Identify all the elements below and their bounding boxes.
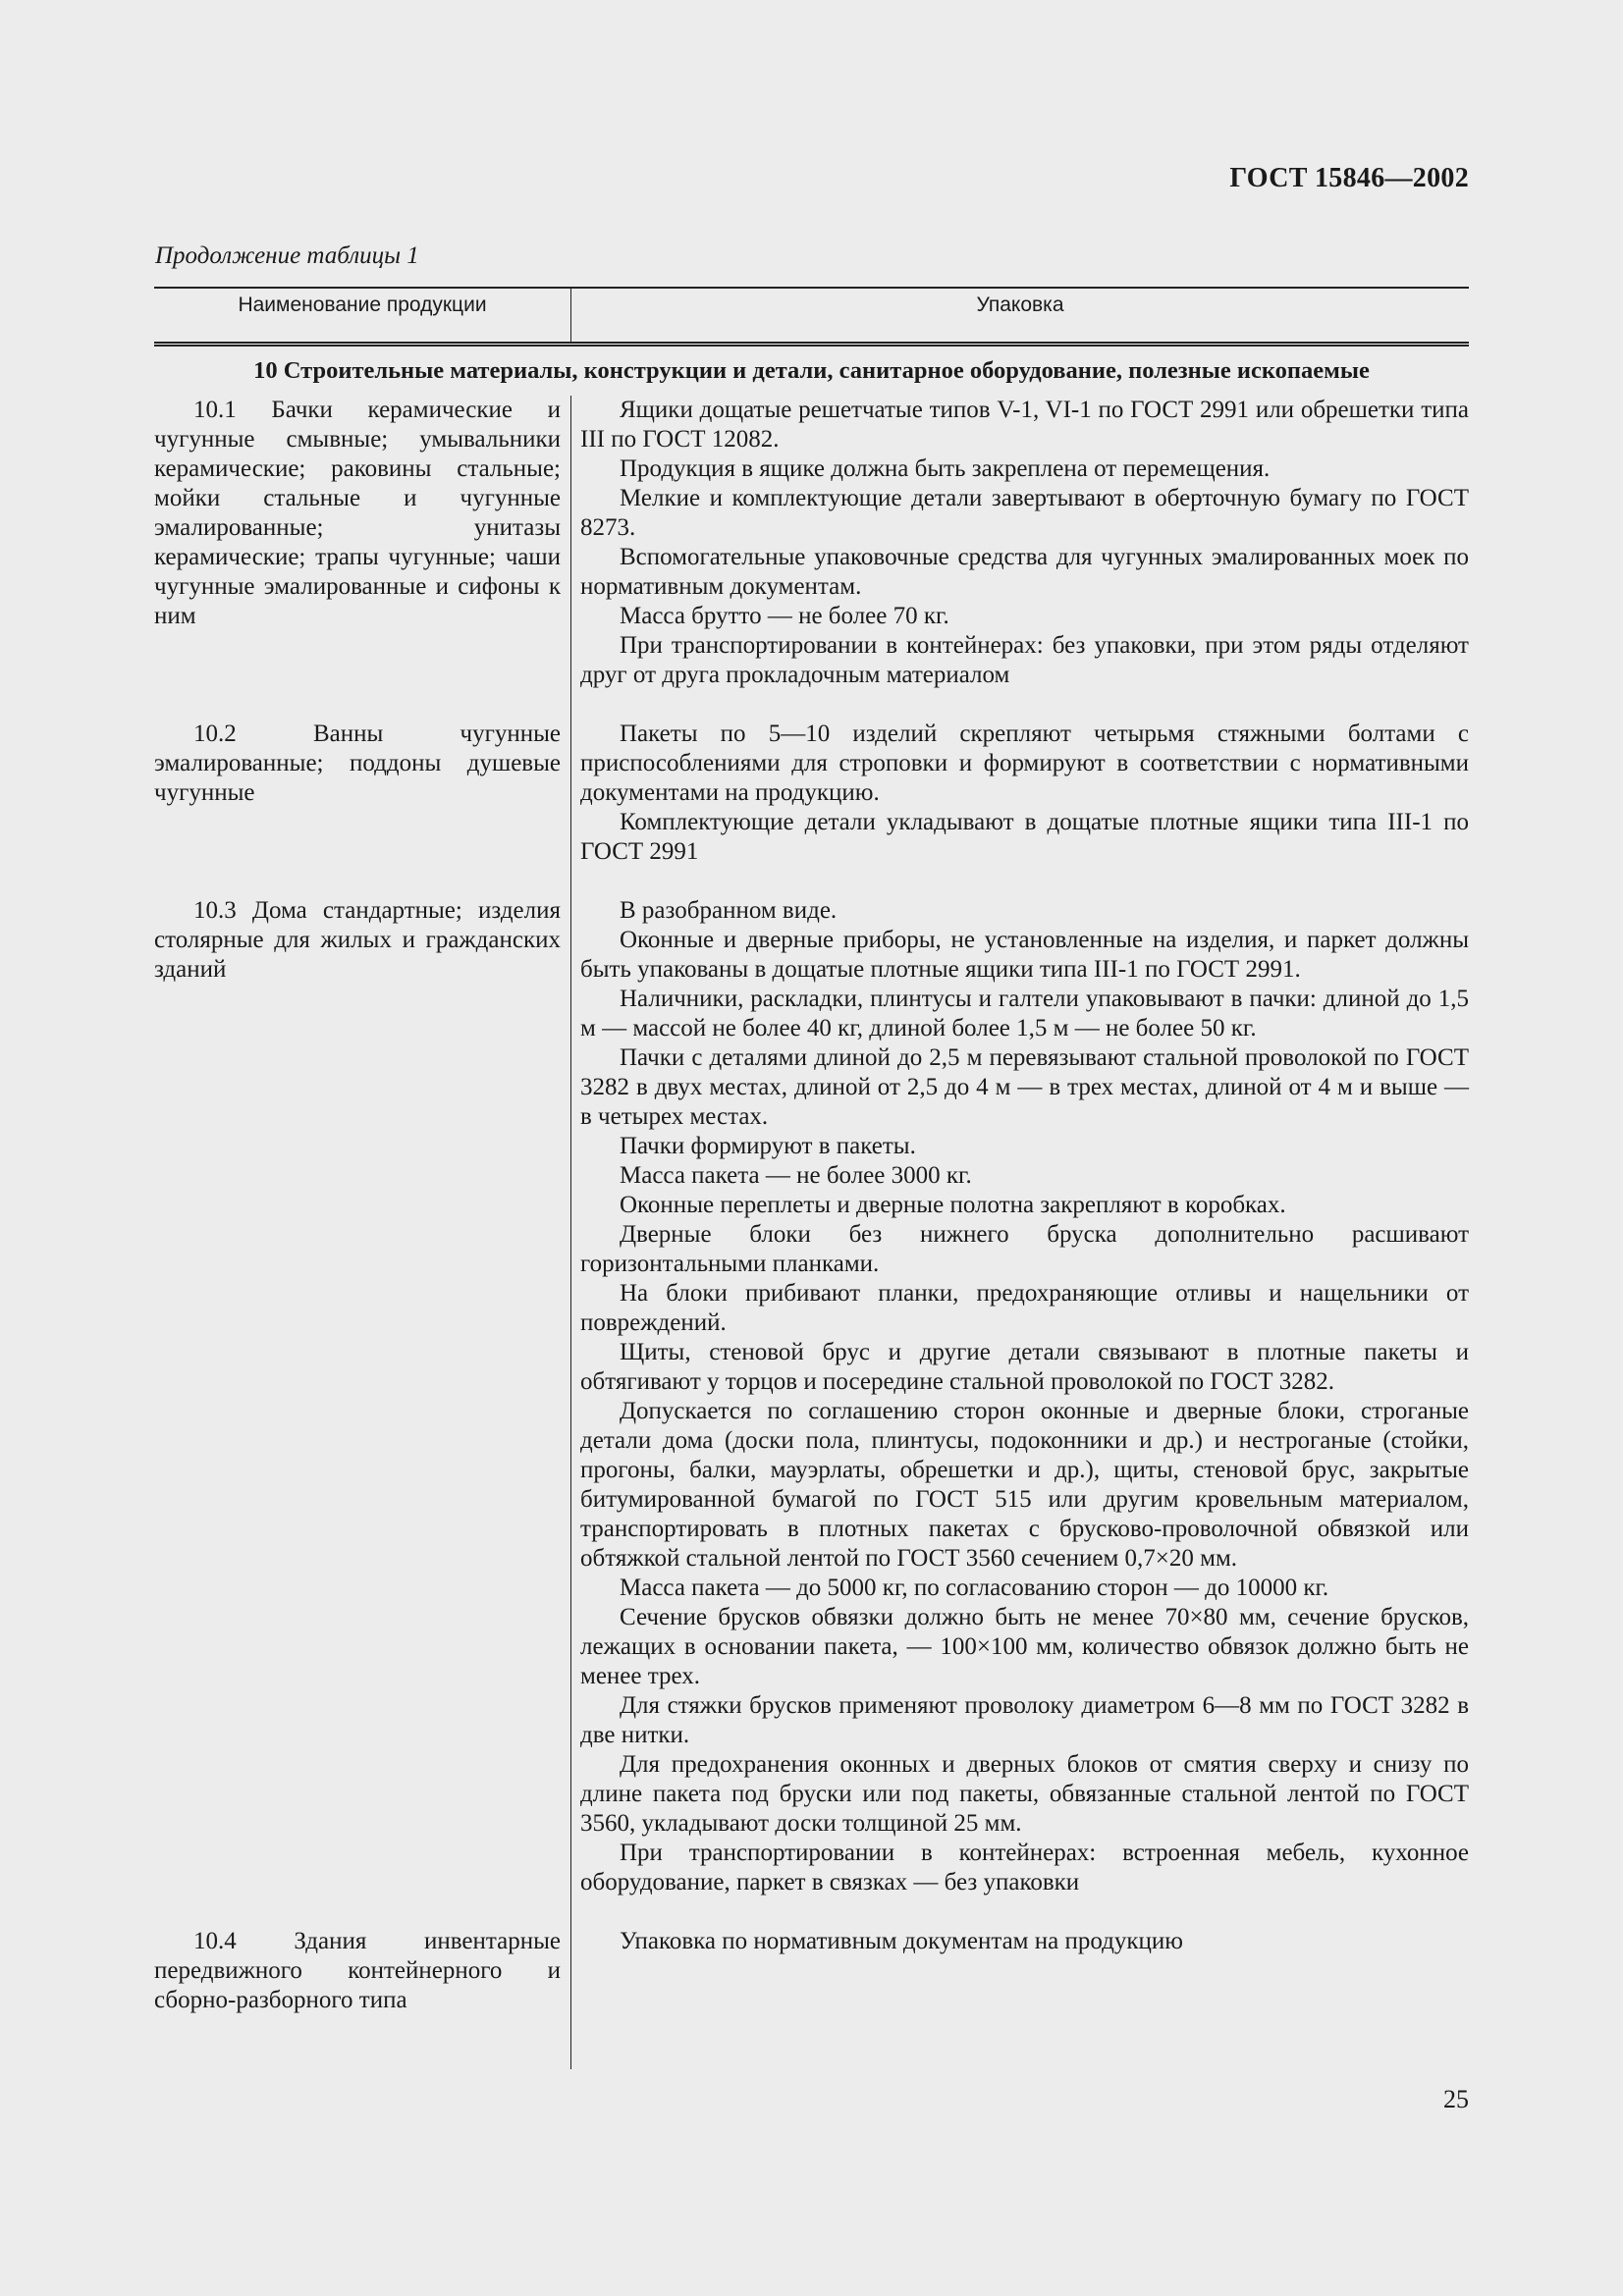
row-spacer	[154, 690, 1469, 720]
table-header	[154, 287, 1469, 347]
standard-code: ГОСТ 15846—2002	[1229, 163, 1469, 193]
product-name: 10.3 Дома стандартные; изделия столярные для жилых и гражданских зданий	[154, 897, 561, 983]
section-title: 10 Строительные материалы, конструкции и детали, санитарное оборудование, полезные ископаемые	[253, 357, 1370, 384]
product-name-cell	[154, 1927, 561, 2015]
packaging-cell	[580, 720, 1469, 867]
packaging-paragraph: Комплектующие детали укладывают в дощатые плотные ящики типа III-1 по ГОСТ 2991	[580, 809, 1469, 865]
row-spacer	[154, 867, 1469, 896]
packaging-paragraph: Масса пакета — до 5000 кг, по согласованию сторон — до 10000 кг.	[620, 1575, 1329, 1601]
packaging-paragraph: Наличники, раскладки, плинтусы и галтели упаковывают в пачки: длиной до 1,5 м — массой не более 40 кг, длиной более 1,5 м — не более 50 кг.	[580, 986, 1469, 1041]
product-name-cell	[154, 720, 561, 867]
table-row	[154, 396, 1469, 690]
packaging-paragraph: Продукция в ящике должна быть закреплена от перемещения.	[620, 455, 1271, 482]
packaging-paragraph: Пакеты по 5—10 изделий скрепляют четырьмя стяжными болтами с приспособлениями для строповки и формируют в соответствии с нормативными документами на продукцию.	[580, 721, 1469, 806]
table-row	[154, 896, 1469, 1897]
packaging-paragraph: Мелкие и комплектующие детали завертывают в оберточную бумагу по ГОСТ 8273.	[580, 485, 1469, 541]
packaging-paragraph: В разобранном виде.	[620, 897, 838, 924]
packaging-paragraph: Для стяжки брусков применяют проволоку диаметром 6—8 мм по ГОСТ 3282 в две нитки.	[580, 1692, 1469, 1748]
packaging-cell	[580, 896, 1469, 1897]
packaging-paragraph: Пачки с деталями длиной до 2,5 м перевязывают стальной проволокой по ГОСТ 3282 в двух местах, длиной от 2,5 до 4 м — в трех местах, длиной от 4 м и выше — в четырех местах.	[580, 1044, 1469, 1130]
packaging-paragraph: Пачки формируют в пакеты.	[620, 1133, 916, 1159]
packaging-paragraph: Упаковка по нормативным документам на продукцию	[620, 1928, 1183, 1954]
product-name: 10.1 Бачки керамические и чугунные смывные; умывальники керамические; раковины стальные; мойки стальные и чугунные эмалированные; унитазы керамические; трапы чугунные; чаши чугунные эмалированные и сифоны к ним	[154, 397, 561, 629]
packaging-paragraph: При транспортировании в контейнерах: без упаковки, при этом ряды отделяют друг от друга прокладочным материалом	[580, 632, 1469, 688]
packaging-cell	[580, 396, 1469, 690]
packaging-cell	[580, 1927, 1469, 2015]
packaging-paragraph: Сечение брусков обвязки должно быть не менее 70×80 мм, сечение брусков, лежащих в основании пакета, — 100×100 мм, количество обвязок должно быть не менее трех.	[580, 1604, 1469, 1689]
product-name-cell	[154, 396, 561, 690]
packaging-paragraph: Щиты, стеновой брус и другие детали связывают в плотные пакеты и обтягивают у торцов и посередине стальной проволокой по ГОСТ 3282.	[580, 1339, 1469, 1395]
packaging-paragraph: Масса брутто — не более 70 кг.	[620, 603, 949, 629]
column-header-packaging: Упаковка	[976, 294, 1064, 316]
packaging-paragraph: Вспомогательные упаковочные средства для чугунных эмалированных моек по нормативным документам.	[580, 544, 1469, 600]
packaging-paragraph: Ящики дощатые решетчатые типов V-1, VI-1 по ГОСТ 2991 или обрешетки типа III по ГОСТ 12082.	[580, 397, 1469, 453]
packaging-paragraph: Допускается по соглашению сторон оконные и дверные блоки, строганые детали дома (доски пола, плинтусы, подоконники и др.) и нестроганые (стойки, прогоны, балки, мауэрлаты, обрешетки и др.), щиты, стеновой брус, закрытые битумированной бумагой по ГОСТ 515 или другим кровельным материалом, транспортировать в плотных пакетах с брусково-проволочной обвязкой или обтяжкой стальной лентой по ГОСТ 3560 сечением 0,7×20 мм.	[580, 1398, 1469, 1572]
table-row	[154, 1927, 1469, 2015]
product-name: 10.4 Здания инвентарные передвижного контейнерного и сборно-разборного типа	[154, 1928, 561, 2013]
packaging-paragraph: Оконные переплеты и дверные полотна закрепляют в коробках.	[620, 1192, 1286, 1218]
table-continuation-caption: Продолжение таблицы 1	[155, 242, 419, 269]
column-divider	[570, 396, 571, 2069]
column-header-product: Наименование продукции	[154, 289, 571, 342]
packaging-paragraph: Масса пакета — не более 3000 кг.	[620, 1162, 972, 1189]
packaging-paragraph: Дверные блоки без нижнего бруска дополнительно расшивают горизонтальными планками.	[580, 1221, 1469, 1277]
packaging-paragraph: На блоки прибивают планки, предохраняющие отливы и нащельники от повреждений.	[580, 1280, 1469, 1336]
packaging-paragraph: Оконные и дверные приборы, не установленные на изделия, и паркет должны быть упакованы в дощатые плотные ящики типа III-1 по ГОСТ 2991.	[580, 927, 1469, 983]
table-body	[154, 396, 1469, 2015]
packaging-paragraph: Для предохранения оконных и дверных блоков от смятия сверху и снизу по длине пакета под бруски или под пакеты, обвязанные стальной лентой по ГОСТ 3560, укладывают доски толщиной 25 мм.	[580, 1751, 1469, 1837]
product-name-cell	[154, 896, 561, 1897]
packaging-table	[154, 287, 1469, 2015]
packaging-paragraph: При транспортировании в контейнерах: встроенная мебель, кухонное оборудование, паркет в связках — без упаковки	[580, 1840, 1469, 1896]
page-number: 25	[1443, 2085, 1469, 2113]
row-spacer	[154, 1897, 1469, 1927]
table-row	[154, 720, 1469, 867]
product-name: 10.2 Ванны чугунные эмалированные; поддоны душевые чугунные	[154, 721, 561, 806]
